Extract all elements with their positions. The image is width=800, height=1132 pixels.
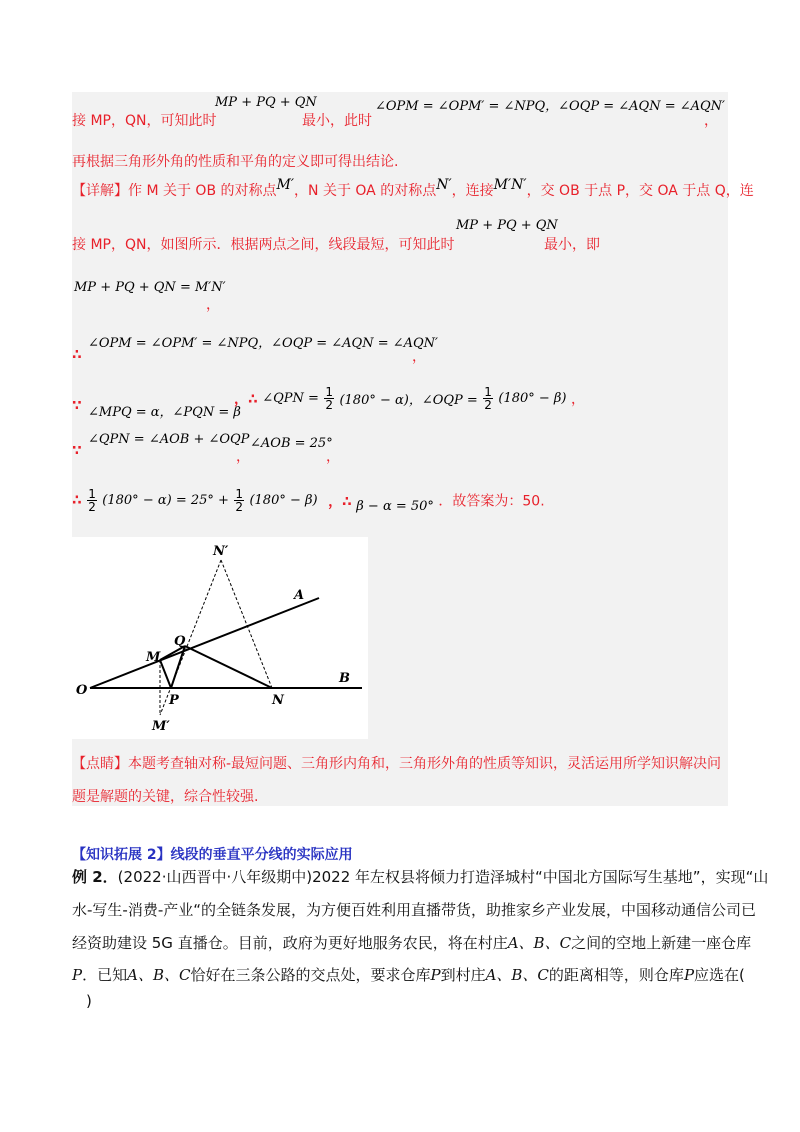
- example-label: 例 2．: [72, 868, 118, 886]
- example-vars-2: A、B、C: [127, 966, 191, 984]
- equation-2-comma: ，: [412, 349, 426, 365]
- example-vars-3: A、B、C: [485, 966, 549, 984]
- label-b: B: [339, 671, 350, 686]
- equation-3d: (180° − α)，∠OQP =: [339, 393, 478, 408]
- label-q: Q: [174, 634, 186, 649]
- example-line5: ): [86, 992, 92, 1010]
- fraction-half-4: $\frac{1}{2}$: [235, 487, 244, 514]
- detail-text-1: 作 M 关于 OB 的对称点: [128, 183, 277, 199]
- example-line1: [72, 866, 768, 887]
- label-p: P: [169, 693, 179, 708]
- example-text-4d: 的距离相等，则仓库: [548, 966, 684, 984]
- example-text-4a: ．已知: [82, 966, 128, 984]
- equation-3b: ，∴: [234, 391, 258, 408]
- label-a: A: [294, 588, 305, 603]
- equation-1-comma: ，: [206, 297, 220, 313]
- answer-line1-min: 最小，此时: [302, 113, 372, 129]
- therefore-symbol-2: ∴: [72, 492, 82, 509]
- example-p-2: P: [430, 966, 441, 984]
- equation-4-comma: ，: [236, 449, 250, 465]
- detail-tag: 【详解】: [72, 183, 128, 199]
- example-text-4b: 恰好在三条公路的交点处，要求仓库: [190, 966, 431, 984]
- fraction-half-2: $\frac{1}{2}$: [484, 385, 492, 412]
- detail-n-prime: N′: [436, 177, 452, 193]
- comment-line2: 题是解题的关键，综合性较强.: [72, 789, 259, 805]
- example-p-1: P: [72, 966, 83, 984]
- equation-2: ∠OPM = ∠OPM′ = ∠NPQ，∠OQP = ∠AQN = ∠AQN′: [88, 336, 439, 351]
- example-text-1: (2022·山西晋中·八年级期中)2022 年左权县将倾力打造泽城村“中国北方国际写生基地”，实现“山: [117, 868, 769, 886]
- equation-4-comma-2: ，: [326, 449, 340, 465]
- equation-5-mid: ，∴: [328, 493, 352, 510]
- answer-line1-angles: ∠OPM = ∠OPM′ = ∠NPQ，∠OQP = ∠AQN = ∠AQN′: [375, 99, 726, 114]
- equation-4a: ∠QPN = ∠AOB + ∠OQP: [88, 432, 250, 447]
- detail-line2-sum: MP + PQ + QN: [456, 218, 558, 233]
- fraction-half-3: $\frac{1}{2}$: [88, 487, 96, 514]
- equation-3-line: [234, 386, 585, 411]
- label-n-prime: N′: [213, 544, 229, 559]
- answer-line1-sum: MP + PQ + QN: [215, 95, 317, 110]
- therefore-symbol-1: ∴: [72, 347, 82, 363]
- equation-3c: ∠QPN =: [262, 391, 319, 406]
- detail-line2-prefix: 接 MP，QN，如图所示．根据两点之间，线段最短，可知此时: [72, 237, 455, 253]
- equation-3a: ∠MPQ = α，∠PQN = β: [88, 405, 241, 420]
- detail-text-4: ，交 OB 于点 P，交 OA 于点 Q，连: [526, 183, 754, 199]
- detail-line2-min: 最小，即: [544, 237, 600, 253]
- equation-5c: β − α = 50°: [356, 499, 434, 514]
- extension-heading: 【知识拓展 2】线段的垂直平分线的实际应用: [72, 847, 353, 863]
- answer-line1-comma: ，: [704, 113, 718, 129]
- label-m-prime: M′: [152, 719, 170, 734]
- because-symbol-1: ∵: [72, 398, 82, 414]
- detail-text-3: ，连接: [451, 183, 494, 199]
- answer-line1-prefix: 接 MP，QN，可知此时: [72, 113, 217, 129]
- example-line3: [72, 932, 751, 953]
- example-vars-1: A、B、C: [507, 934, 572, 952]
- label-n: N: [272, 693, 284, 708]
- detail-text-2: ，N 关于 OA 的对称点: [294, 183, 437, 199]
- detail-mn-prime: M′N′: [493, 177, 527, 193]
- example-text-3: 经资助建设 5G 直播仓。目前，政府为更好地服务农民，将在村庄: [72, 934, 508, 952]
- because-symbol-2: ∵: [72, 443, 82, 459]
- comment-tag: 【点睛】: [72, 756, 128, 772]
- equation-1: MP + PQ + QN = M′N′: [74, 280, 226, 295]
- answer-line2: 再根据三角形外角的性质和平角的定义即可得出结论.: [72, 154, 399, 170]
- equation-5b: (180° − β): [249, 493, 318, 508]
- example-line2: 水-写生-消费-产业“的全链条发展，为方便百姓利用直播带货，助推家乡产业发展，中国移动通信公司已: [72, 901, 757, 919]
- geometry-diagram: [72, 537, 368, 739]
- label-o: O: [76, 683, 88, 698]
- equation-5-end: ．故答案为：50.: [438, 493, 545, 510]
- comment-text-1: 本题考查轴对称-最短问题、三角形内角和，三角形外角的性质等知识，灵活运用所学知识解决问: [128, 756, 722, 772]
- fraction-half-1: $\frac{1}{2}$: [325, 385, 333, 412]
- example-line4: [72, 964, 745, 985]
- example-text-4c: 到村庄: [440, 966, 486, 984]
- example-p-3: P: [683, 966, 695, 984]
- equation-4b: ∠AOB = 25°: [250, 436, 333, 451]
- geometry-figure: [72, 537, 368, 739]
- comment-line1: [72, 753, 721, 773]
- equation-3-comma: ，: [570, 391, 585, 408]
- example-text-4e: 应选在(: [694, 966, 745, 984]
- equation-5a: (180° − α) = 25° +: [102, 493, 229, 508]
- label-m: M: [146, 650, 161, 665]
- equation-3e: (180° − β): [498, 391, 567, 406]
- equation-5-line: [72, 488, 545, 513]
- detail-m-prime: M′: [276, 177, 295, 193]
- detail-line1: [72, 177, 754, 200]
- example-text-3-end: 之间的空地上新建一座仓库: [571, 934, 752, 952]
